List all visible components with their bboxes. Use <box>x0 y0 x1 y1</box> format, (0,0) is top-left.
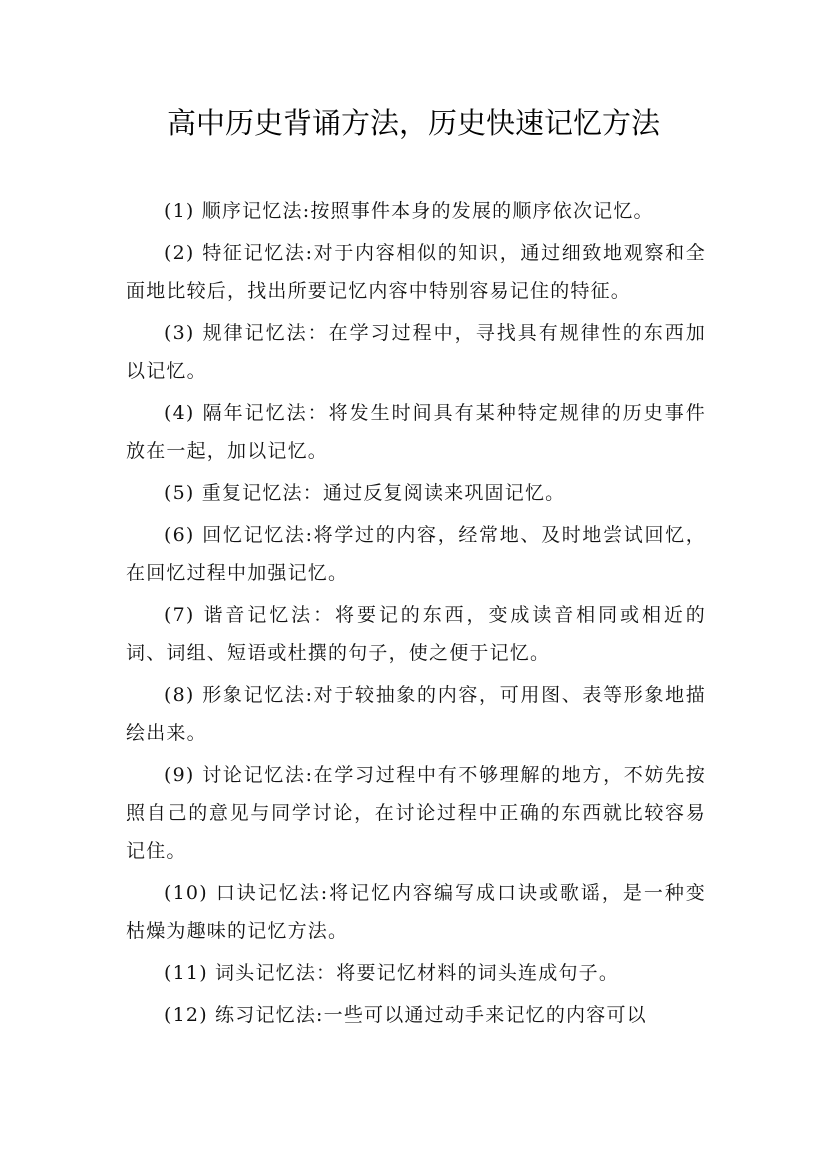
paragraph-1: (1) 顺序记忆法:按照事件本身的发展的顺序依次记忆。 <box>164 200 654 222</box>
paragraph-3: (3) 规律记忆法：在学习过程中，寻找具有规律性的东西加以记忆。 <box>126 322 706 382</box>
document-body <box>126 192 706 1038</box>
paragraph-2: (2) 特征记忆法:对于内容相似的知识，通过细致地观察和全面地比较后，找出所要记忆内容中特别容易记住的特征。 <box>126 242 706 302</box>
document-title: 高中历史背诵方法，历史快速记忆方法 <box>166 106 660 140</box>
paragraph-11: (11) 词头记忆法：将要记忆材料的词头连成句子。 <box>164 962 620 984</box>
paragraph-6: (6) 回忆记忆法:将学过的内容，经常地、及时地尝试回忆，在回忆过程中加强记忆。 <box>126 524 706 584</box>
paragraph-10: (10) 口诀记忆法:将记忆内容编写成口诀或歌谣，是一种变枯燥为趣味的记忆方法。 <box>126 882 706 942</box>
paragraph-5: (5) 重复记忆法：通过反复阅读来巩固记忆。 <box>164 482 566 504</box>
paragraph-4: (4) 隔年记忆法：将发生时间具有某种特定规律的历史事件放在一起，加以记忆。 <box>126 402 706 462</box>
paragraph-8: (8) 形象记忆法:对于较抽象的内容，可用图、表等形象地描绘出来。 <box>126 684 706 744</box>
paragraph-7: (7) 谐音记忆法：将要记的东西，变成读音相同或相近的词、词组、短语或杜撰的句子，使之便于记忆。 <box>126 604 706 664</box>
paragraph-9: (9) 讨论记忆法:在学习过程中有不够理解的地方，不妨先按照自己的意见与同学讨论，在讨论过程中正确的东西就比较容易记住。 <box>126 764 706 862</box>
paragraph-12: (12) 练习记忆法:一些可以通过动手来记忆的内容可以 <box>164 1004 647 1026</box>
